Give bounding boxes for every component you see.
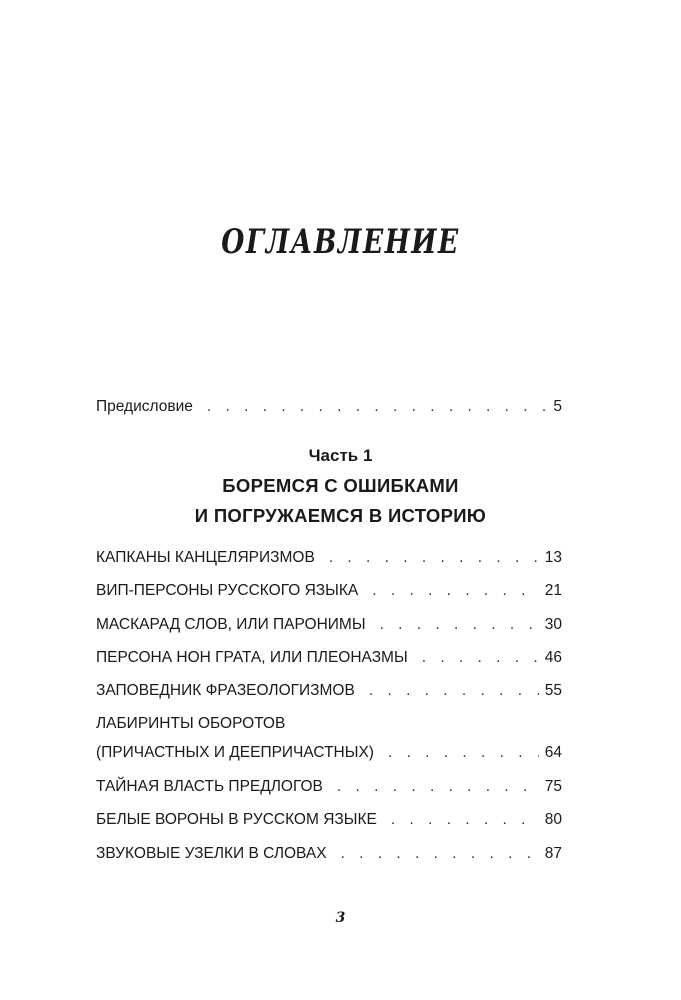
toc-entry-page: 46 [544, 649, 562, 666]
toc-entry-page: 21 [544, 582, 562, 599]
page-title: ОГЛАВЛЕНИЕ [221, 222, 460, 262]
toc-entry-label: Предисловие [96, 398, 193, 415]
part-label: Часть 1 [308, 446, 373, 465]
toc-entry-page: 75 [544, 778, 562, 795]
toc-entry-preface[interactable] [96, 397, 562, 417]
toc-entry[interactable] [96, 844, 562, 864]
toc-entry-page: 64 [544, 744, 562, 761]
toc-entry-label: ПЕРСОНА НОН ГРАТА, ИЛИ ПЛЕОНАЗМЫ [96, 649, 408, 666]
toc-entry-label: ЗАПОВЕДНИК ФРАЗЕОЛОГИЗМОВ [96, 682, 355, 699]
toc-entry-label: КАПКАНЫ КАНЦЕЛЯРИЗМОВ [96, 549, 315, 566]
dot-leader [337, 777, 539, 797]
part-title-line1: БОРЕМСЯ С ОШИБКАМИ [222, 475, 459, 496]
dot-leader [422, 648, 539, 668]
toc-entry-label: ВИП-ПЕРСОНЫ РУССКОГО ЯЗЫКА [96, 582, 359, 599]
toc-entry-label: ЗВУКОВЫЕ УЗЕЛКИ В СЛОВАХ [96, 845, 327, 862]
toc-entry[interactable] [96, 615, 562, 635]
dot-leader [329, 548, 539, 568]
dot-leader [369, 681, 539, 701]
toc-entry[interactable] [96, 648, 562, 668]
toc-entry-page: 80 [544, 811, 562, 828]
toc-entry-label: ТАЙНАЯ ВЛАСТЬ ПРЕДЛОГОВ [96, 778, 323, 795]
toc-entry[interactable] [96, 548, 562, 568]
toc-entry-label: МАСКАРАД СЛОВ, ИЛИ ПАРОНИМЫ [96, 616, 366, 633]
dot-leader [341, 844, 539, 864]
toc-entry-page: 30 [544, 616, 562, 633]
dot-leader [388, 743, 539, 763]
page-number: 3 [335, 910, 346, 926]
toc-entry-page: 13 [544, 549, 562, 566]
toc-entry-page: 55 [544, 682, 562, 699]
toc-entry[interactable] [96, 681, 562, 701]
dot-leader [391, 810, 539, 830]
toc-entry[interactable] [96, 743, 562, 763]
toc-entry[interactable] [96, 810, 562, 830]
toc-entry[interactable] [96, 581, 562, 601]
part-title-line2: И ПОГРУЖАЕМСЯ В ИСТОРИЮ [194, 505, 487, 526]
toc-entry-label-line1[interactable]: ЛАБИРИНТЫ ОБОРОТОВ [96, 715, 286, 732]
dot-leader [207, 397, 548, 417]
toc-entry-label: БЕЛЫЕ ВОРОНЫ В РУССКОМ ЯЗЫКЕ [96, 811, 377, 828]
dot-leader [380, 615, 539, 635]
toc-entry-label: (ПРИЧАСТНЫХ И ДЕЕПРИЧАСТНЫХ) [96, 744, 374, 761]
toc-entry-page: 5 [553, 398, 562, 415]
toc-entry[interactable] [96, 777, 562, 797]
toc-entry-page: 87 [544, 845, 562, 862]
dot-leader [372, 581, 539, 601]
